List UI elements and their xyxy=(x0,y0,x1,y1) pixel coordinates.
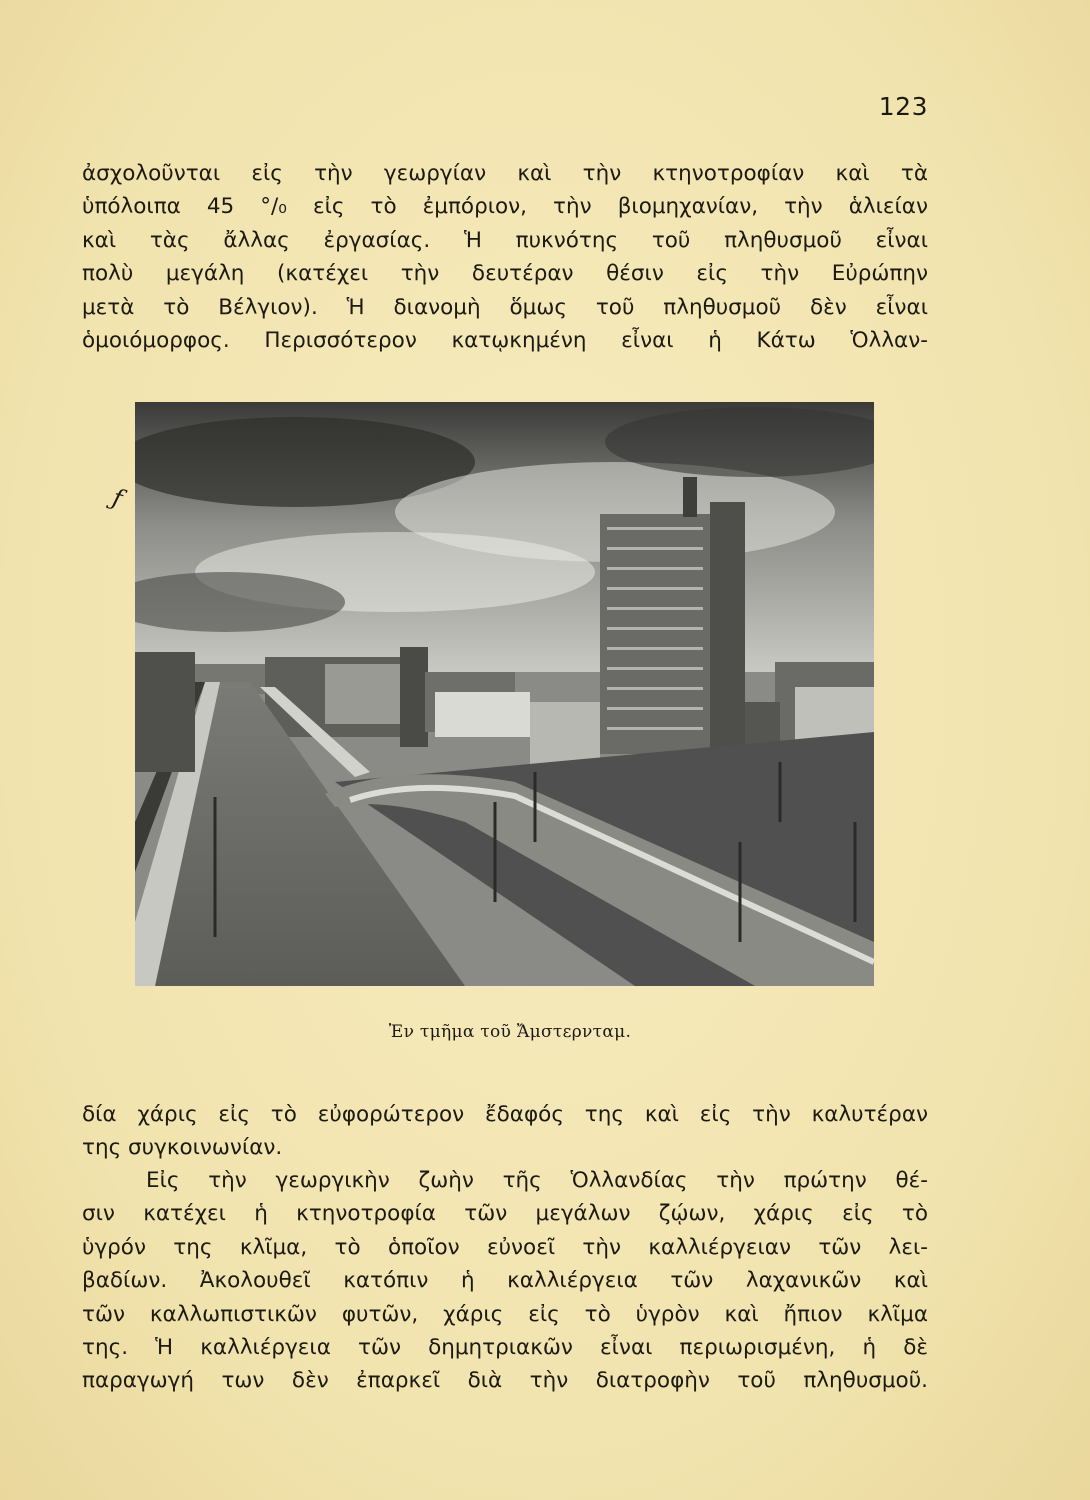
page-number: 123 xyxy=(878,92,928,121)
text-line: δία χάρις εἰς τὸ εὐφορώτερον ἔδαφός της καὶ εἰς τὴν καλυτέραν xyxy=(82,1102,928,1127)
paragraph-3 xyxy=(82,1164,928,1398)
text-line: πολὺ μεγάλη (κατέχει τὴν δευτέραν θέσιν εἰς τὴν Εὐρώπην xyxy=(82,261,928,287)
text-line: παραγωγή των δὲν ἐπαρκεῖ διὰ τὴν διατροφὴν τοῦ πληθυσμοῦ. xyxy=(82,1368,928,1394)
text-line: της. Ἡ καλλιέργεια τῶν δημητριακῶν εἶναι περιωρισμένη, ἡ δὲ xyxy=(82,1334,928,1360)
figure-caption: Ἐν τμῆμα τοῦ Ἄμστερνταμ. xyxy=(388,1022,632,1042)
text-line: ὁμοιόμορφος. Περισσότερον κατῳκημένη εἶναι ἡ Κάτω Ὁλλαν- xyxy=(82,327,928,353)
paragraph-2 xyxy=(82,1098,928,1165)
text-line: καὶ τὰς ἄλλας ἐργασίας. Ἡ πυκνότης τοῦ πληθυσμοῦ εἶναι xyxy=(82,227,928,253)
margin-pencil-mark: ƒ xyxy=(109,483,126,513)
text-line: βαδίων. Ἀκολουθεῖ κατόπιν ἡ καλλιέργεια τῶν λαχανικῶν καὶ xyxy=(82,1268,928,1294)
text-line: τῶν καλλωπιστικῶν φυτῶν, χάρις εἰς τὸ ὑγρὸν καὶ ἤπιον κλῖμα xyxy=(82,1301,928,1327)
text-line: ἀσχολοῦνται εἰς τὴν γεωργίαν καὶ τὴν κτηνοτροφίαν καὶ τὰ xyxy=(82,161,928,186)
text-line: ὑγρόν της κλῖμα, τὸ ὁποῖον εὐνοεῖ τὴν καλλιέργειαν τῶν λει- xyxy=(82,1234,928,1260)
text-line: ὑπόλοιπα 45 °/₀ εἰς τὸ ἐμπόριον, τὴν βιομηχανίαν, τὴν ἁλιείαν xyxy=(82,194,928,220)
text-line: Εἰς τὴν γεωργικὴν ζωὴν τῆς Ὁλλανδίας τὴν πρώτην θέ- xyxy=(146,1168,928,1193)
text-line: της συγκοινωνίαν. xyxy=(82,1135,283,1161)
paragraph-1 xyxy=(82,157,928,357)
text-line: σιν κατέχει ἡ κτηνοτροφία τῶν μεγάλων ζῴων, χάρις εἰς τὸ xyxy=(82,1201,928,1227)
amsterdam-photo xyxy=(135,402,874,986)
text-line: μετὰ τὸ Βέλγιον). Ἡ διανομὴ ὅμως τοῦ πληθυσμοῦ δὲν εἶναι xyxy=(82,294,928,320)
